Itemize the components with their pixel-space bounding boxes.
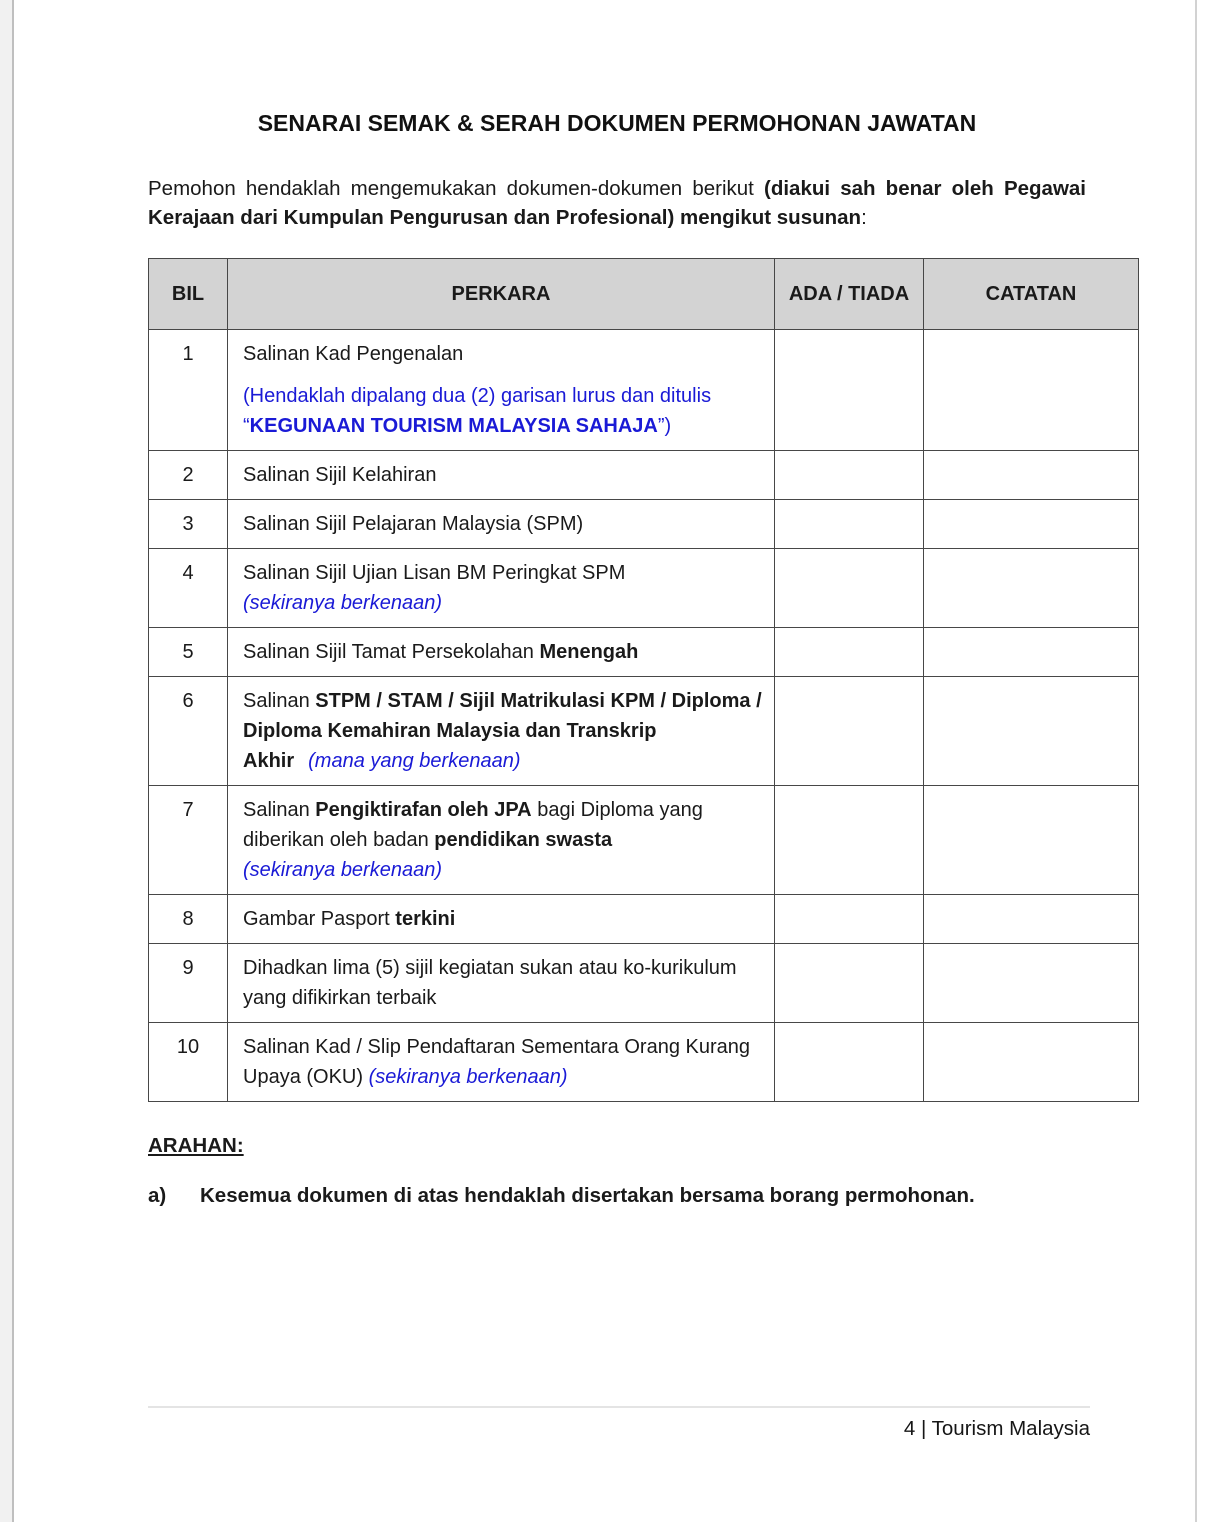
perkara-cell [228, 677, 775, 786]
catatan-cell [924, 944, 1139, 1023]
perkara-text-segment: Salinan Kad Pengenalan [243, 343, 464, 365]
page-left-edge-line [12, 0, 14, 1522]
perkara-text-segment: (sekiranya berkenaan) [368, 1066, 568, 1088]
bil-cell: 6 [149, 677, 228, 786]
checklist-table-head [149, 259, 1139, 330]
perkara-text-segment: KEGUNAAN TOURISM MALAYSIA SAHAJA [249, 415, 658, 437]
table-row [149, 1023, 1139, 1102]
perkara-cell [228, 330, 775, 451]
catatan-cell [924, 1023, 1139, 1102]
perkara-cell [228, 451, 775, 500]
ada-tiada-cell [775, 895, 924, 944]
footer-divider [148, 1406, 1090, 1408]
ada-tiada-cell [775, 677, 924, 786]
ada-tiada-cell [775, 1023, 924, 1102]
table-row [149, 451, 1139, 500]
header-perkara: PERKARA [228, 259, 775, 330]
ada-tiada-cell [775, 944, 924, 1023]
catatan-cell [924, 786, 1139, 895]
catatan-cell [924, 677, 1139, 786]
catatan-cell [924, 500, 1139, 549]
perkara-text-segment: bagi Diploma yang diberikan oleh badan [243, 799, 703, 851]
perkara-text-segment: Salinan [243, 799, 316, 821]
ada-tiada-cell [775, 786, 924, 895]
perkara-text-segment: Menengah [539, 641, 639, 663]
bil-cell: 2 [149, 451, 228, 500]
ada-tiada-cell [775, 628, 924, 677]
bil-cell: 4 [149, 549, 228, 628]
catatan-cell [924, 895, 1139, 944]
intro-text-suffix: : [861, 205, 867, 229]
perkara-cell [228, 549, 775, 628]
table-row [149, 944, 1139, 1023]
header-ada-tiada: ADA / TIADA [775, 259, 924, 330]
catatan-cell [924, 628, 1139, 677]
perkara-text-segment: Salinan Sijil Tamat Persekolahan [243, 641, 540, 663]
table-row [149, 895, 1139, 944]
catatan-cell [924, 451, 1139, 500]
catatan-cell [924, 330, 1139, 451]
bil-cell: 10 [149, 1023, 228, 1102]
ada-tiada-cell [775, 500, 924, 549]
bil-cell: 8 [149, 895, 228, 944]
perkara-cell [228, 628, 775, 677]
header-catatan: CATATAN [924, 259, 1139, 330]
table-row [149, 330, 1139, 451]
perkara-text-segment: (sekiranya berkenaan) [243, 859, 442, 881]
perkara-text-segment: Pengiktirafan oleh JPA [315, 799, 532, 821]
table-row [149, 549, 1139, 628]
page-title: SENARAI SEMAK & SERAH DOKUMEN PERMOHONAN JAWATAN [257, 110, 977, 136]
perkara-text-segment: Salinan Kad / Slip Pendaftaran Sementara Orang Kurang Upaya (OKU) [243, 1036, 750, 1088]
ada-tiada-cell [775, 549, 924, 628]
table-row [149, 786, 1139, 895]
perkara-text-segment: Salinan Sijil Ujian Lisan BM Peringkat SPM [243, 562, 626, 584]
bil-cell: 9 [149, 944, 228, 1023]
perkara-cell [228, 944, 775, 1023]
perkara-text-segment: (mana yang berkenaan) [308, 750, 521, 772]
bil-cell: 3 [149, 500, 228, 549]
page-footer [148, 1406, 1090, 1441]
perkara-text-segment: pendidikan swasta [434, 829, 613, 851]
perkara-text-segment: Salinan [243, 690, 316, 712]
perkara-text-segment: (sekiranya berkenaan) [243, 592, 442, 614]
ada-tiada-cell [775, 451, 924, 500]
perkara-text-segment: STPM / STAM / Sijil Matrikulasi KPM / Diploma / Diploma Kemahiran Malaysia dan Transkrip Akhir [243, 690, 762, 772]
perkara-cell [228, 500, 775, 549]
bil-cell: 7 [149, 786, 228, 895]
bil-cell: 1 [149, 330, 228, 451]
perkara-text-segment: Dihadkan lima (5) sijil kegiatan sukan atau ko-kurikulum yang difikirkan terbaik [243, 957, 737, 1009]
page-right-edge-line [1195, 0, 1197, 1522]
perkara-text-segment: (Hendaklah dipalang dua (2) garisan lurus dan ditulis “ [243, 385, 712, 437]
table-header-row [149, 259, 1139, 330]
header-bil: BIL [149, 259, 228, 330]
checklist-table-body [149, 330, 1139, 1102]
instruction-item [148, 1182, 1086, 1210]
arahan-heading: ARAHAN: [148, 1134, 244, 1157]
checklist-table [148, 258, 1139, 1102]
catatan-cell [924, 549, 1139, 628]
page-number: 4 | Tourism Malaysia [903, 1417, 1090, 1440]
instruction-label: a) [148, 1184, 167, 1207]
perkara-text-segment: ”) [657, 415, 672, 437]
table-row [149, 677, 1139, 786]
perkara-cell [228, 1023, 775, 1102]
table-row [149, 500, 1139, 549]
instruction-text: Kesemua dokumen di atas hendaklah disertakan bersama borang permohonan. [200, 1184, 975, 1207]
page-content [148, 0, 1086, 1210]
perkara-cell [228, 786, 775, 895]
ada-tiada-cell [775, 330, 924, 451]
intro-text-regular: Pemohon hendaklah mengemukakan dokumen-dokumen berikut [148, 177, 764, 200]
bil-cell: 5 [149, 628, 228, 677]
perkara-text-segment: terkini [395, 908, 456, 930]
intro-paragraph [148, 175, 1086, 232]
intro-text-bold: (diakui sah benar oleh Pegawai Kerajaan dari Kumpulan Pengurusan dan Profesional) mengikut susunan [148, 177, 1086, 229]
perkara-cell [228, 895, 775, 944]
page-left-edge-band [0, 0, 12, 1522]
perkara-text-segment: Gambar Pasport [243, 908, 396, 930]
perkara-text-segment: Salinan Sijil Kelahiran [243, 464, 437, 486]
table-row [149, 628, 1139, 677]
perkara-text-segment: Salinan Sijil Pelajaran Malaysia (SPM) [243, 513, 584, 535]
